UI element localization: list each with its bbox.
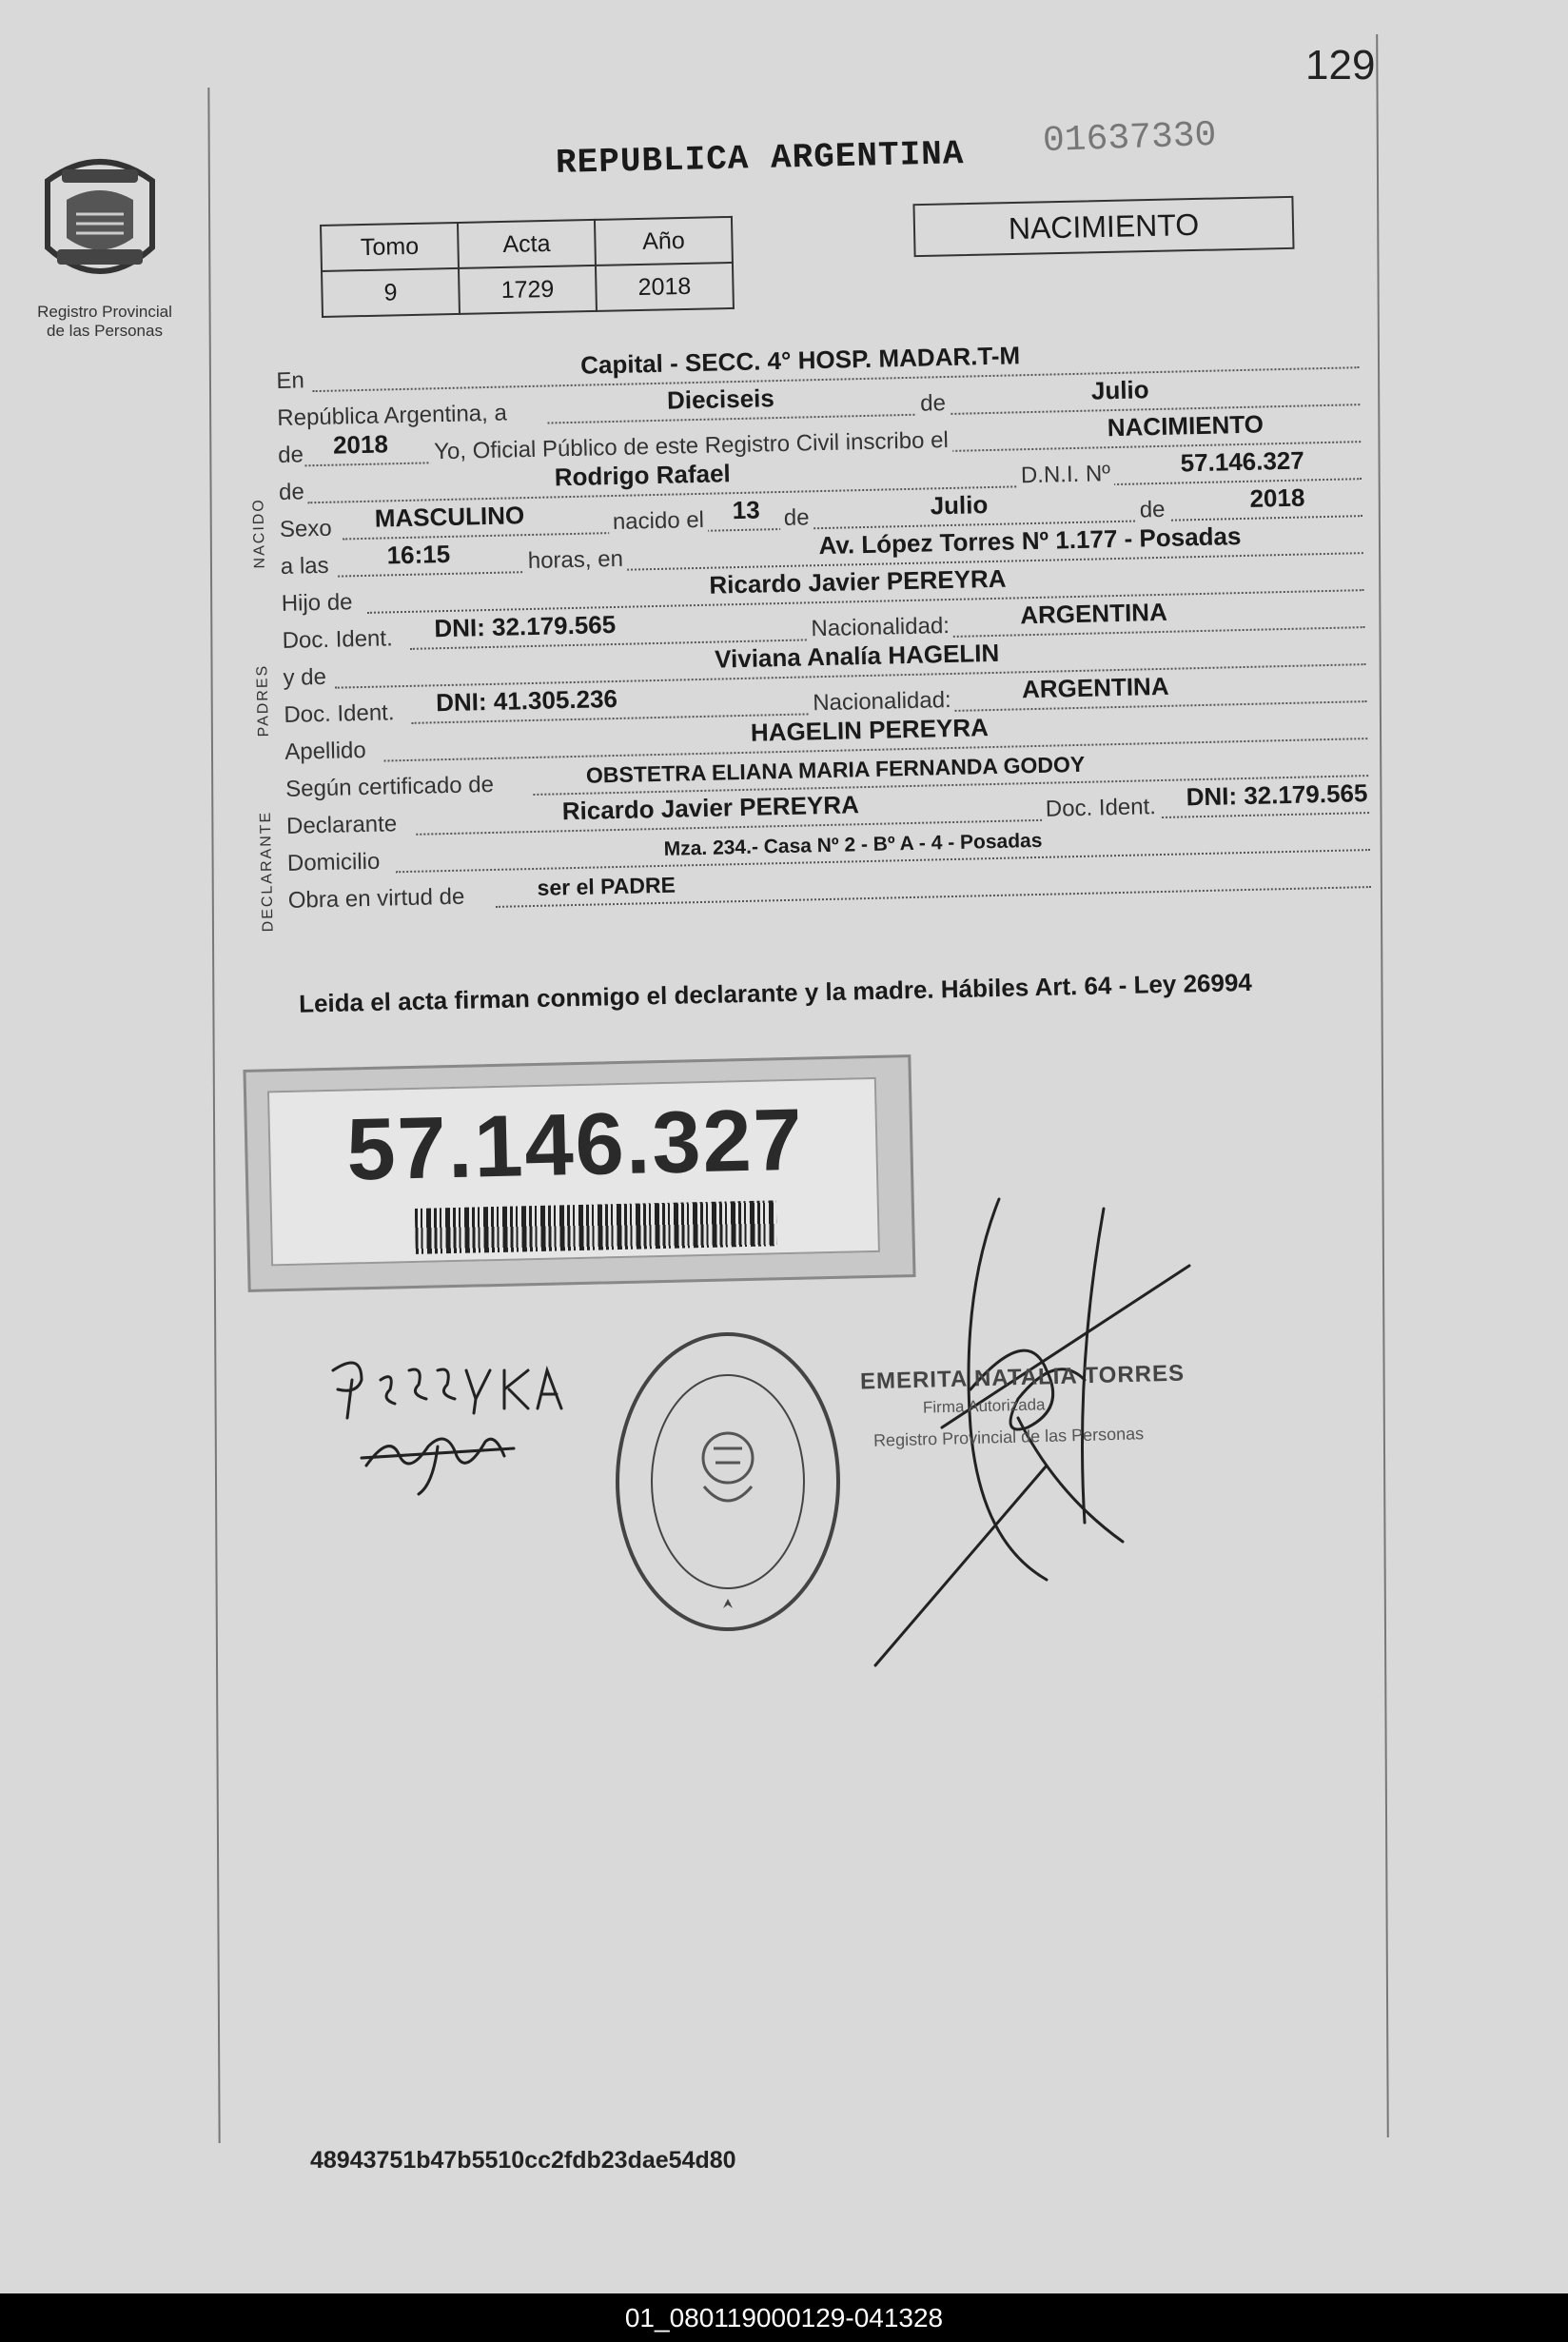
official-name: EMERITA NATALIA TORRES [859,1360,1186,1395]
registry-stamp-icon [609,1325,847,1639]
value-apellido: HAGELIN PEREYRA [750,713,990,747]
value-certificado: OBSTETRA ELIANA MARIA FERNANDA GODOY [585,751,1086,788]
section-label-declarante: DECLARANTE [257,810,277,933]
label-dni: D.N.I. Nº [1017,461,1115,489]
label-en: En [276,367,305,394]
label-a-las: a las [280,552,329,580]
value-child-name: Rodrigo Rafael [554,459,732,492]
label-nacionalidad: Nacionalidad: [807,613,953,642]
birth-record-form [250,337,1373,933]
footer-code: 01_080119000129-041328 [0,2293,1568,2342]
value-dni: 57.146.327 [1180,445,1305,478]
label-y-de: y de [283,663,327,691]
dni-sticker-inner [267,1077,880,1266]
value-father-name: Ricardo Javier PEREYRA [709,563,1007,600]
value-birth-year: 2018 [1249,482,1305,513]
label-de-birth-month: de [780,504,813,532]
label-declarante: Declarante [285,811,398,839]
label-republica: República Argentina, a [277,400,508,431]
value-father-nationality: ARGENTINA [1019,597,1168,630]
page-number: 129 [1305,42,1376,89]
value-en: Capital - SECC. 4° HOSP. MADAR.T-M [579,341,1021,380]
value-hour: 16:15 [386,539,451,570]
dni-sticker [243,1054,915,1292]
dni-sticker-number: 57.146.327 [345,1091,805,1199]
header-tomo: Tomo [321,223,459,271]
right-margin-line [1376,34,1389,2137]
record-type-box: NACIMIENTO [912,196,1294,257]
handwritten-signatures [323,1342,571,1504]
header-acta: Acta [458,220,596,268]
value-mother-doc: DNI: 41.305.236 [435,683,618,718]
document-hash: 48943751b47b5510cc2fdb23dae54d80 [310,2147,736,2174]
label-nacionalidad-2: Nacionalidad: [809,687,955,717]
country-title: REPUBLICA ARGENTINA [555,134,965,183]
value-year: 2018 [332,429,389,460]
value-event: NACIMIENTO [1107,409,1264,443]
barcode-icon [415,1200,777,1254]
value-declarante-doc: DNI: 32.179.565 [1186,778,1368,812]
value-month: Julio [1090,375,1149,405]
value-mother-name: Viviana Analía HAGELIN [714,638,1000,674]
label-nacido-el: nacido el [609,507,709,536]
header-ano: Año [595,217,733,266]
value-sexo: MASCULINO [374,501,525,533]
value-obra: ser el PADRE [537,872,676,900]
registry-table-values [322,263,734,317]
label-de-name: de [278,479,305,505]
label-obra: Obra en virtud de [287,883,465,914]
label-oficial: Yo, Oficial Público de este Registro Civil inscribo el [430,427,952,465]
value-ano: 2018 [596,263,734,311]
logo-caption [19,303,190,341]
value-mother-nationality: ARGENTINA [1021,671,1169,704]
value-acta: 1729 [459,266,597,314]
value-father-doc: DNI: 32.179.565 [434,609,617,643]
logo-caption-line1: Registro Provincial [37,303,172,321]
value-declarante: Ricardo Javier PEREYRA [561,790,860,826]
section-padres [254,560,1368,738]
section-label-padres: PADRES [254,663,272,738]
label-hijo-de: Hijo de [281,589,353,617]
section-declarante [257,745,1373,933]
label-horas-en: horas, en [524,546,628,575]
left-margin-line [207,88,220,2143]
section-label-nacido: NACIDO [250,498,268,569]
value-birth-place: Av. López Torres Nº 1.177 - Posadas [818,522,1242,561]
value-birth-month: Julio [930,490,989,521]
closing-statement: Leida el acta firman conmigo el declarante y la madre. Hábiles Art. 64 - Ley 26994 [298,967,1253,1018]
value-day: Dieciseis [666,384,775,415]
serial-number: 01637330 [1042,114,1218,163]
label-de-year: de [277,442,304,468]
registry-table [320,216,735,318]
label-doc-ident-3: Doc. Ident. [1042,794,1161,823]
label-certificado: Según certificado de [284,771,495,802]
label-domicilio: Domicilio [286,848,381,876]
value-domicilio: Mza. 234.- Casa Nº 2 - Bº A - 4 - Posadas [663,829,1043,860]
label-doc-ident-2: Doc. Ident. [284,699,395,728]
provincial-seal-icon [29,143,171,295]
label-sexo: Sexo [279,515,332,542]
label-de-month: de [916,390,950,418]
label-de-birth-year: de [1135,497,1168,524]
official-office: Registro Provincial de las Personas [872,1424,1145,1450]
value-birth-day: 13 [732,495,760,525]
value-tomo: 9 [322,268,460,317]
label-doc-ident: Doc. Ident. [282,625,393,654]
official-title: Firma Autorizada [922,1395,1046,1417]
label-apellido: Apellido [284,737,367,765]
logo-caption-line2: de las Personas [47,322,163,340]
